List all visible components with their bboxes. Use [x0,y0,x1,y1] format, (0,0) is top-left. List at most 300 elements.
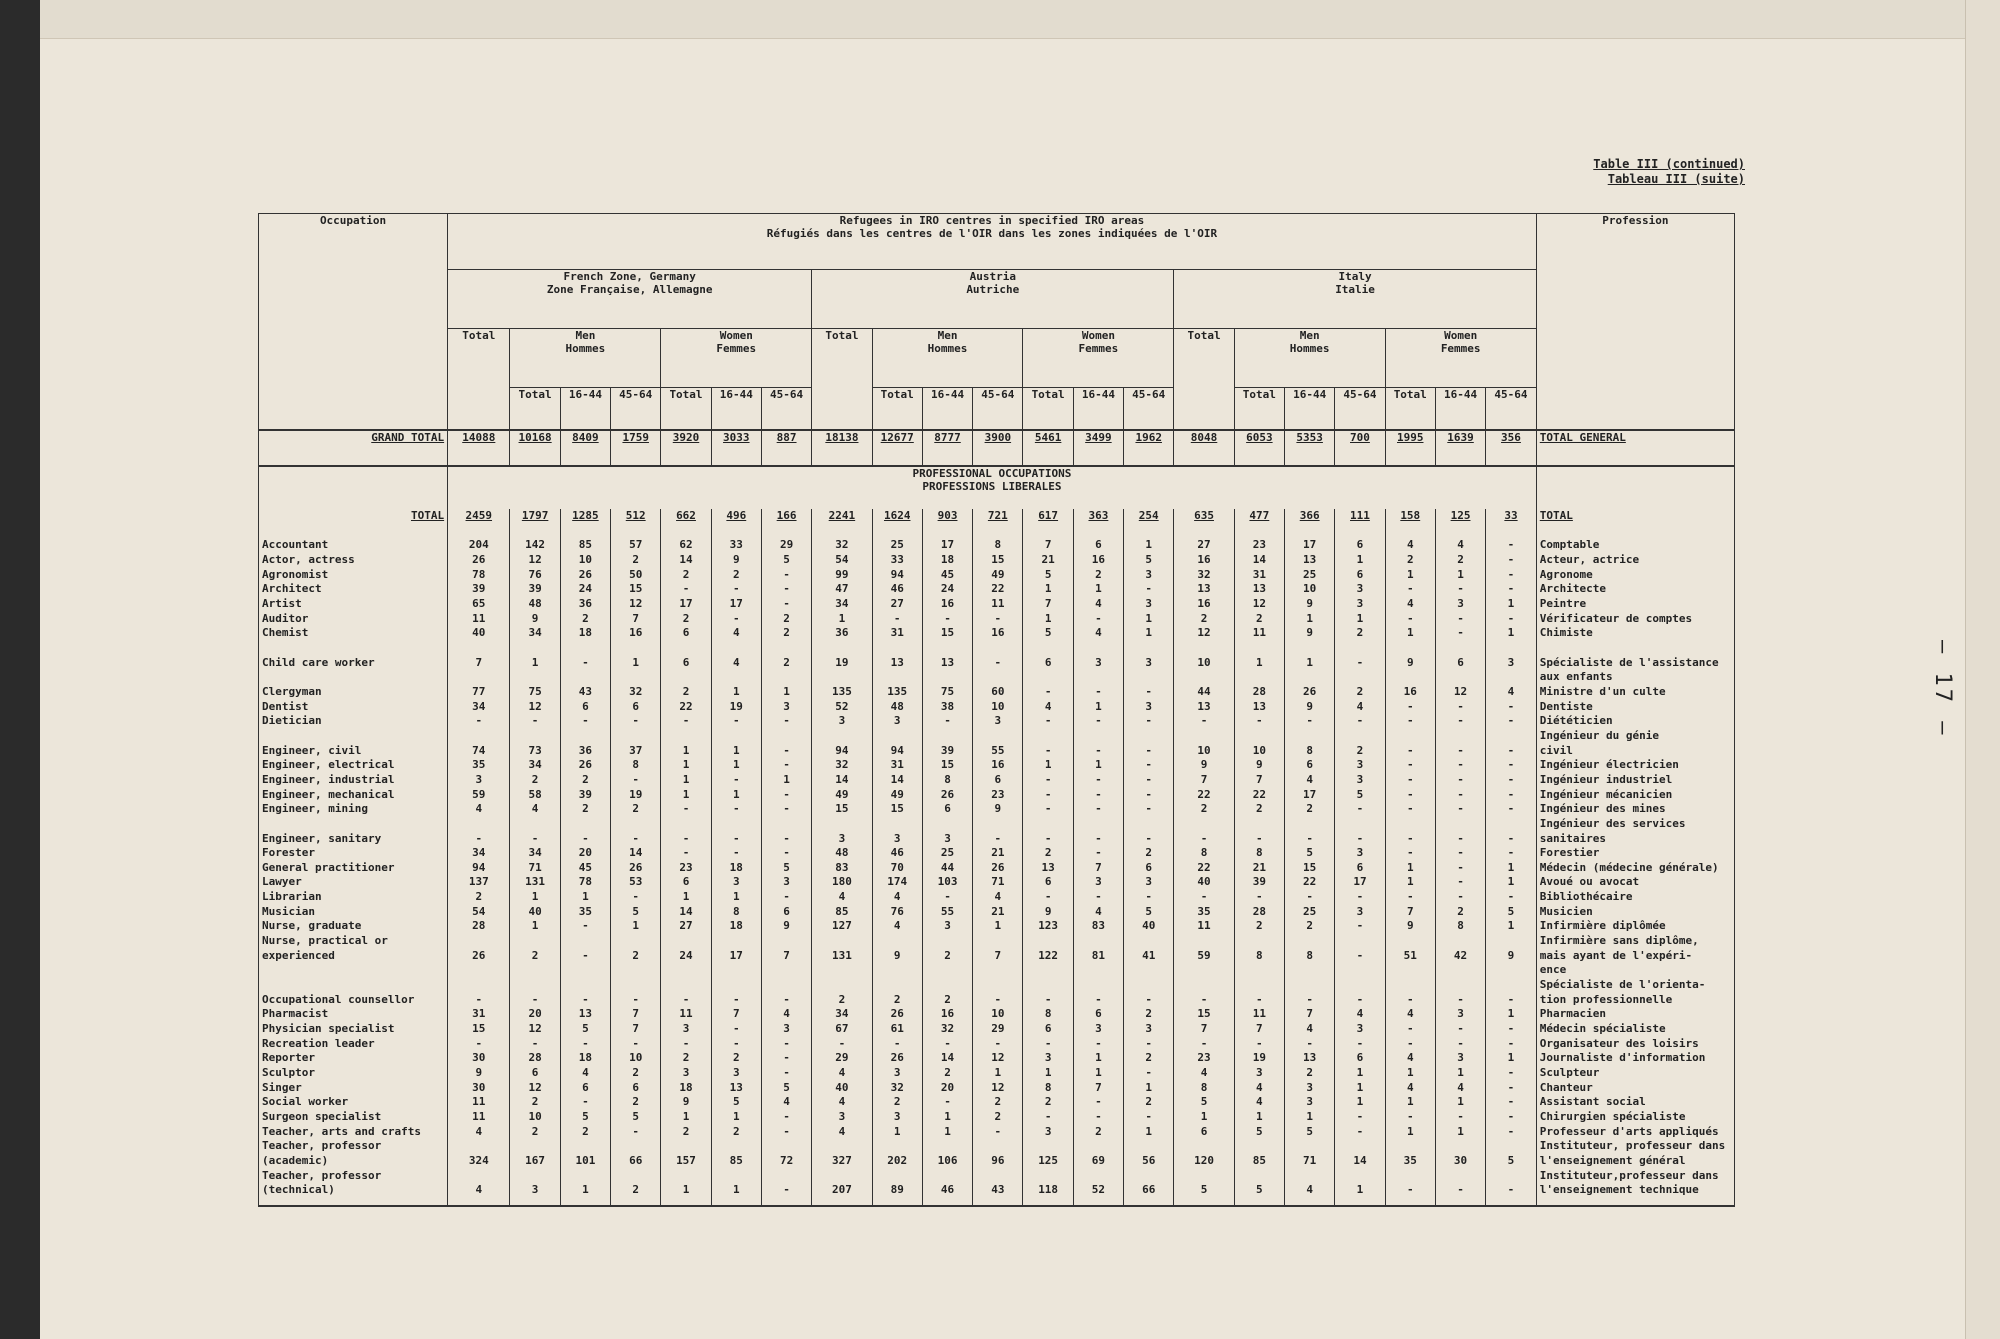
value-cell: 1 [1435,1066,1485,1081]
grand-total-cell: 1759 [611,430,661,466]
value-cell [510,670,560,685]
value-cell: - [761,993,811,1008]
value-cell: 31 [872,758,922,773]
occupation-cell [259,817,448,832]
value-cell: 1 [1073,1066,1123,1081]
value-cell: 85 [812,905,872,920]
profession-cell: Ingénieur du génie [1536,729,1734,744]
value-cell [1385,817,1435,832]
value-cell: 27 [661,919,711,934]
table-bottom [259,1198,1735,1206]
profession-cell: Ingénieur des mines [1536,802,1734,817]
value-cell [1174,641,1234,656]
value-cell: 44 [922,861,972,876]
value-cell: 85 [711,1154,761,1169]
value-cell: - [1385,1037,1435,1052]
value-cell: 6 [1023,1022,1073,1037]
section-total-cell: 617 [1023,509,1073,539]
value-cell [973,729,1023,744]
value-cell: - [1174,993,1234,1008]
value-cell: 12 [1174,626,1234,641]
value-cell: 9 [1385,919,1435,934]
section-total-cell: 2459 [448,509,510,539]
occupation-table [258,213,1735,1207]
value-cell: 3 [1124,700,1174,715]
value-cell [922,729,972,744]
section-total-cell: 2241 [812,509,872,539]
value-cell: 1 [1073,1051,1123,1066]
value-cell: 2 [872,1095,922,1110]
value-cell [1174,729,1234,744]
value-cell: 34 [510,846,560,861]
value-cell: 28 [1234,685,1284,700]
value-cell [761,963,811,978]
value-cell: 50 [611,568,661,583]
value-cell: 13 [1234,582,1284,597]
value-cell: 7 [1234,1022,1284,1037]
value-cell [560,729,610,744]
value-cell: - [1285,993,1335,1008]
value-cell: 6 [1335,568,1385,583]
profession-cell: Ingénieur électricien [1536,758,1734,773]
value-cell: 13 [1023,861,1073,876]
value-cell: 2 [1435,553,1485,568]
value-cell: 6 [1073,538,1123,553]
profession-cell: l'enseignement technique [1536,1183,1734,1198]
value-cell: 59 [448,788,510,803]
value-cell [973,934,1023,949]
value-cell [1285,934,1335,949]
occupation-cell: Occupational counsellor [259,993,448,1008]
value-cell: 204 [448,538,510,553]
value-cell: - [1073,846,1123,861]
value-cell: 48 [510,597,560,612]
value-cell: 9 [661,1095,711,1110]
value-cell [1174,934,1234,949]
value-cell: 1 [510,890,560,905]
value-cell: 36 [812,626,872,641]
value-cell: 24 [661,949,711,964]
value-cell [1234,641,1284,656]
value-cell: 6 [1335,861,1385,876]
value-cell: 53 [611,875,661,890]
table-row [259,1051,1735,1066]
value-cell: 9 [1285,700,1335,715]
value-cell: - [1234,714,1284,729]
value-cell: 20 [922,1081,972,1096]
value-cell: - [1435,832,1485,847]
value-cell: 3 [1335,758,1385,773]
value-cell: 26 [872,1051,922,1066]
value-cell: 72 [761,1154,811,1169]
value-cell: 12 [510,1022,560,1037]
value-cell: 18 [711,861,761,876]
value-cell: 1 [1073,758,1123,773]
value-cell: - [1435,1183,1485,1198]
value-cell: - [761,1125,811,1140]
profession-cell: Professeur d'arts appliqués [1536,1125,1734,1140]
value-cell: - [1174,890,1234,905]
section-total-cell: 366 [1285,509,1335,539]
value-cell: 32 [1174,568,1234,583]
value-cell: - [761,1183,811,1198]
occupation-cell: Clergyman [259,685,448,700]
value-cell [1486,670,1537,685]
value-cell: 40 [1174,875,1234,890]
value-cell [1023,978,1073,993]
value-cell [661,670,711,685]
value-cell: 13 [1174,700,1234,715]
value-cell: 3 [812,1110,872,1125]
page-number: — 17 — [1930,640,1955,738]
profession-cell: Instituteur, professeur dans [1536,1139,1734,1154]
value-cell [1023,817,1073,832]
value-cell: 16 [973,626,1023,641]
value-cell: 29 [812,1051,872,1066]
value-cell: - [761,1066,811,1081]
value-cell: 3 [1073,1022,1123,1037]
occupation-cell: experienced [259,949,448,964]
value-cell: - [973,656,1023,671]
value-cell: 10 [560,553,610,568]
value-cell [1174,978,1234,993]
value-cell: 8 [922,773,972,788]
value-cell: 12 [510,553,560,568]
profession-cell: Chimiste [1536,626,1734,641]
value-cell: 11 [448,1095,510,1110]
value-cell: - [1124,685,1174,700]
value-cell: - [1023,802,1073,817]
value-cell [761,729,811,744]
value-cell: 99 [812,568,872,583]
value-cell: - [1124,890,1174,905]
value-cell [872,729,922,744]
profession-cell: Pharmacien [1536,1007,1734,1022]
value-cell [1124,934,1174,949]
value-cell: 39 [1234,875,1284,890]
value-cell [611,963,661,978]
value-cell: - [1335,949,1385,964]
table-row [259,1007,1735,1022]
table-row [259,714,1735,729]
profession-cell: Médecin (médecine générale) [1536,861,1734,876]
grand-total-cell: 18138 [812,430,872,466]
value-cell: 17 [922,538,972,553]
section-total-label: TOTAL [259,509,448,539]
value-cell: 4 [510,802,560,817]
value-cell: - [611,1037,661,1052]
value-cell: 6 [560,700,610,715]
grand-total-cell: 1639 [1435,430,1485,466]
value-cell [1435,729,1485,744]
value-cell: 2 [973,1095,1023,1110]
value-cell: - [560,656,610,671]
value-cell: 5 [1174,1183,1234,1198]
value-cell: 5 [761,553,811,568]
value-cell: 4 [560,1066,610,1081]
value-cell: - [1486,568,1537,583]
value-cell: 23 [1234,538,1284,553]
value-cell: 2 [922,1066,972,1081]
value-cell: 2 [711,1125,761,1140]
value-cell: 15 [1285,861,1335,876]
value-cell: 1 [661,758,711,773]
value-cell: 2 [560,802,610,817]
value-cell: 5 [1023,568,1073,583]
value-cell: 137 [448,875,510,890]
value-cell: 15 [922,758,972,773]
value-cell [560,670,610,685]
value-cell: - [973,1125,1023,1140]
occupation-cell: Chemist [259,626,448,641]
value-cell: 3 [1435,1007,1485,1022]
value-cell [1023,670,1073,685]
grand-total-cell: 6053 [1234,430,1284,466]
value-cell [872,817,922,832]
value-cell: 22 [1285,875,1335,890]
value-cell: - [1023,714,1073,729]
value-cell: 7 [973,949,1023,964]
value-cell: 70 [872,861,922,876]
value-cell: 27 [1174,538,1234,553]
previous-page-edge [40,0,1970,39]
value-cell [1335,670,1385,685]
value-cell: 1 [1486,861,1537,876]
value-cell: 12 [1234,597,1284,612]
value-cell [1174,1169,1234,1184]
value-cell: 15 [1174,1007,1234,1022]
value-cell: - [922,890,972,905]
profession-cell: Sculpteur [1536,1066,1734,1081]
value-cell: 34 [812,597,872,612]
value-cell: 15 [812,802,872,817]
value-cell: 4 [1435,1081,1485,1096]
value-cell: 3 [1124,875,1174,890]
value-cell [1234,963,1284,978]
men-header: Men Hommes [510,328,661,387]
value-cell: 2 [872,993,922,1008]
value-cell: - [1023,685,1073,700]
value-cell: 9 [973,802,1023,817]
value-cell: 31 [872,626,922,641]
value-cell: 26 [872,1007,922,1022]
value-cell [560,1139,610,1154]
value-cell: 1 [1486,875,1537,890]
value-cell [761,641,811,656]
value-cell: 2 [1385,553,1435,568]
value-cell: - [1486,700,1537,715]
area-france: French Zone, Germany Zone Française, Allemagne [448,269,812,328]
men-header: Men Hommes [1234,328,1385,387]
value-cell: 1 [1335,1081,1385,1096]
occupation-cell: Reporter [259,1051,448,1066]
value-cell [711,729,761,744]
value-cell: 2 [510,1095,560,1110]
value-cell [1174,817,1234,832]
value-cell: 13 [1174,582,1234,597]
table-header [259,214,1735,430]
grand-total-cell: 1962 [1124,430,1174,466]
value-cell [922,1169,972,1184]
value-cell: 1 [711,890,761,905]
value-cell [973,670,1023,685]
value-cell: 22 [1174,788,1234,803]
occupation-cell: Nurse, practical or [259,934,448,949]
value-cell: 16 [1174,597,1234,612]
value-cell: - [711,714,761,729]
section-total-cell: 903 [922,509,972,539]
value-cell: 1 [1285,1110,1335,1125]
value-cell: 17 [1335,875,1385,890]
value-cell: 1 [1385,626,1435,641]
profession-cell: Assistant social [1536,1095,1734,1110]
occupation-cell: Surgeon specialist [259,1110,448,1125]
table-row [259,949,1735,964]
value-cell: 89 [872,1183,922,1198]
profession-cell: Agronome [1536,568,1734,583]
value-cell: - [1486,846,1537,861]
value-cell: 2 [761,612,811,627]
value-cell: 4 [812,890,872,905]
value-cell: - [611,714,661,729]
value-cell [711,963,761,978]
value-cell: 3 [661,1066,711,1081]
value-cell: 5 [1335,788,1385,803]
value-cell: - [922,612,972,627]
value-cell [560,1169,610,1184]
value-cell: 2 [661,568,711,583]
value-cell [510,978,560,993]
value-cell: 3 [661,1022,711,1037]
value-cell: 16 [611,626,661,641]
value-cell: 4 [1234,1095,1284,1110]
value-cell [661,817,711,832]
value-cell: 1 [1023,612,1073,627]
profession-cell: Architecte [1536,582,1734,597]
value-cell: - [1486,1081,1537,1096]
value-cell: 36 [560,597,610,612]
occupation-cell: Social worker [259,1095,448,1110]
value-cell [812,817,872,832]
value-cell: - [872,612,922,627]
value-cell: 1 [661,773,711,788]
women-header: Women Femmes [661,328,812,387]
value-cell: - [1435,1110,1485,1125]
value-cell [1124,1169,1174,1184]
value-cell: 2 [560,773,610,788]
value-cell: - [661,832,711,847]
value-cell: 26 [560,568,610,583]
value-cell: 34 [812,1007,872,1022]
value-cell: 49 [812,788,872,803]
value-cell: 7 [1285,1007,1335,1022]
value-cell: 5 [1124,553,1174,568]
value-cell: - [1023,832,1073,847]
value-cell: - [761,597,811,612]
value-cell: 62 [661,538,711,553]
value-cell: - [510,832,560,847]
value-cell: 26 [973,861,1023,876]
value-cell [510,934,560,949]
value-cell: 66 [611,1154,661,1169]
value-cell [510,1169,560,1184]
value-cell: 3 [1335,1022,1385,1037]
value-cell: - [1435,802,1485,817]
value-cell: 6 [1023,656,1073,671]
value-cell [611,670,661,685]
value-cell: 18 [661,1081,711,1096]
occupation-cell: Teacher, arts and crafts [259,1125,448,1140]
value-cell: 2 [661,612,711,627]
occupation-cell: Child care worker [259,656,448,671]
table-row [259,597,1735,612]
grand-total-cell: 356 [1486,430,1537,466]
profession-cell: Ingénieur mécanicien [1536,788,1734,803]
value-cell [448,670,510,685]
value-cell: - [711,846,761,861]
value-cell [661,641,711,656]
value-cell: 7 [1073,861,1123,876]
value-cell: 1 [1285,612,1335,627]
value-cell [872,963,922,978]
value-cell: 4 [1385,1007,1435,1022]
value-cell: 10 [1285,582,1335,597]
value-cell: 34 [448,846,510,861]
value-cell: 52 [1073,1183,1123,1198]
value-cell [1385,978,1435,993]
value-cell: - [1285,832,1335,847]
occupation-cell: Engineer, sanitary [259,832,448,847]
value-cell: 4 [872,890,922,905]
value-cell [510,817,560,832]
value-cell: 1 [761,773,811,788]
value-cell: 20 [560,846,610,861]
value-cell [1073,934,1123,949]
value-cell: - [1023,788,1073,803]
value-cell [1073,1139,1123,1154]
value-cell: 1 [973,1066,1023,1081]
value-cell: 6 [922,802,972,817]
value-cell: - [1385,802,1435,817]
value-cell: 18 [560,1051,610,1066]
value-cell [812,978,872,993]
profession-cell: Infirmière sans diplôme, [1536,934,1734,949]
value-cell: 42 [1435,949,1485,964]
value-cell [1073,978,1123,993]
value-cell: 43 [973,1183,1023,1198]
value-cell [1385,934,1435,949]
occupation-cell: Lawyer [259,875,448,890]
value-cell: 4 [448,1125,510,1140]
value-cell: - [1285,1037,1335,1052]
value-cell: 1 [1023,758,1073,773]
profession-cell: Spécialiste de l'assistance [1536,656,1734,671]
value-cell: - [1073,993,1123,1008]
value-cell: 1 [973,919,1023,934]
value-cell [448,817,510,832]
value-cell: 16 [1385,685,1435,700]
value-cell [1234,934,1284,949]
value-cell: 1 [560,890,610,905]
section-total-cell: 512 [611,509,661,539]
value-cell: - [1385,744,1435,759]
value-cell: 55 [973,744,1023,759]
value-cell [1486,978,1537,993]
value-cell: 3 [872,1066,922,1081]
table-row [259,890,1735,905]
value-cell: - [1073,714,1123,729]
occupation-cell: Librarian [259,890,448,905]
